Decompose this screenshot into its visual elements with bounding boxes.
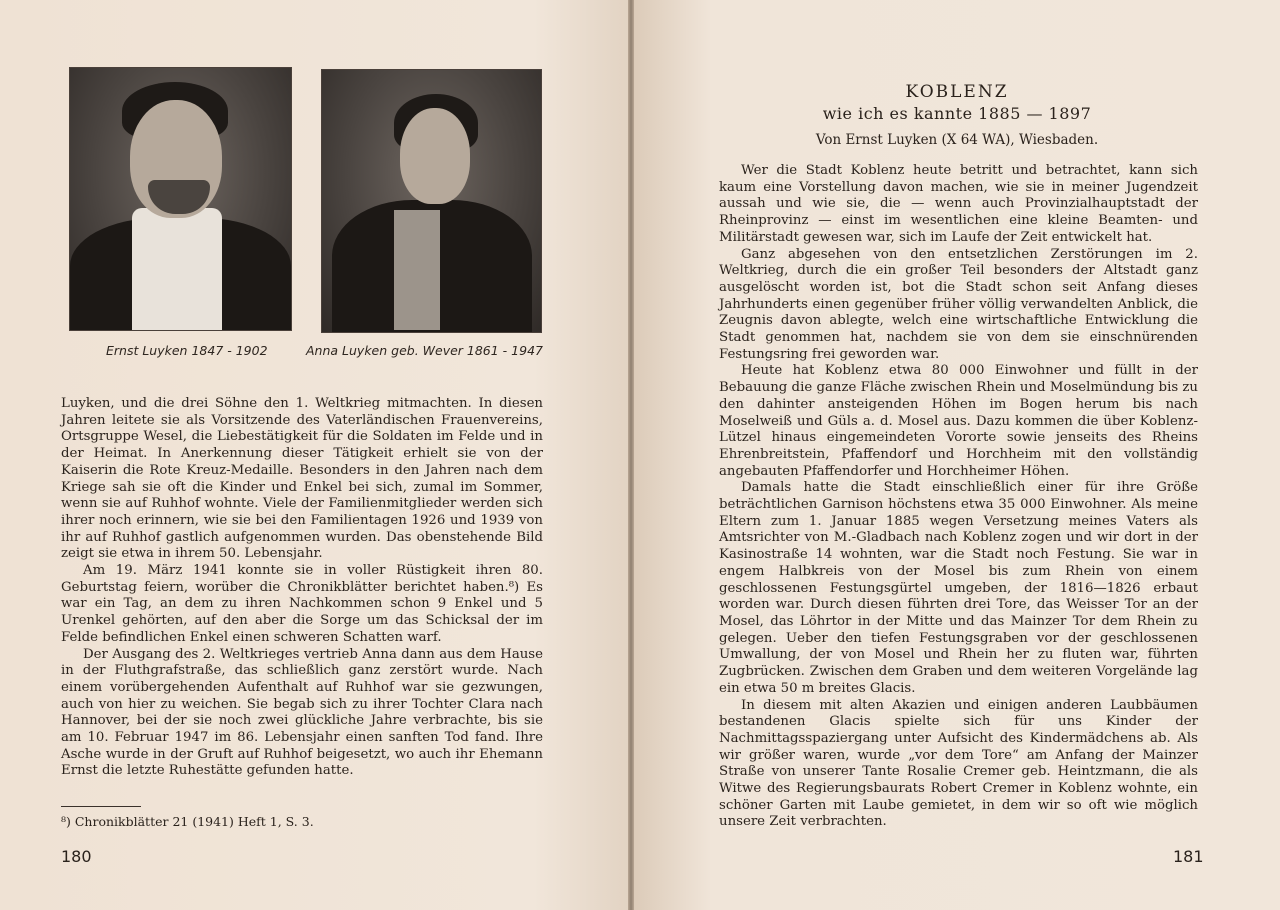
paragraph: Heute hat Koblenz etwa 80 000 Einwohner und füllt in der Bebauung die ganze Fläche zwischen Rhein und Moselmündung bis zu den dahinter ansteigenden Höhen im Bogen herum bis nach Moselweiß und Güls a. d. Mosel aus. Dazu kommen die über Koblenz-Lützel hinaus eingemeindeten Vororte sowie jenseits des Rheins Ehrenbreitstein, Pfaffendorf und Horchheim mit den vollständig angebauten Pfaffendorfer und Horchheimer Höhen. <box>719 363 1198 479</box>
paragraph: Am 19. März 1941 konnte sie in voller Rüstigkeit ihren 80. Geburtstag feiern, worüber die Chronikblätter berichtet haben.⁸) Es war ein Tag, an dem zu ihren Nachkommen schon 9 Enkel und 5 Urenkel gehörten, auf den aber die Sorge um das Schicksal der im Felde befindlichen Enkel einen schweren Schatten warf. <box>61 563 543 645</box>
right-body-text <box>719 163 1198 831</box>
paragraph: Damals hatte die Stadt einschließlich einer für ihre Größe beträchtlichen Garnison höchstens etwa 35 000 Einwohner. Als meine Eltern zum 1. Januar 1885 wegen Versetzung meines Vaters als Amtsrichter von M.-Gladbach nach Koblenz zogen und wir dort in der Kasinostraße 14 wohnten, war die Stadt noch Festung. Sie war in engem Halbkreis von der Mosel bis zum Rhein von einem geschlossenen Festungsgürtel umgeben, der 1816—1826 erbaut worden war. Durch diesen führten drei Tore, das Weisser Tor an der Mosel, das Löhrtor in der Mitte und das Mainzer Tor dem Rhein zu gelegen. Ueber den tiefen Festungsgraben vor der geschlossenen Umwallung, der von Mosel und Rhein her zu fluten war, führten Zugbrücken. Zwischen dem Graben und dem weiteren Vorgelände lag ein etwa 50 m breites Glacis. <box>719 480 1198 696</box>
paragraph: Ganz abgesehen von den entsetzlichen Zerstörungen im 2. Weltkrieg, durch die ein großer Teil besonders der Altstadt ganz ausgelöscht worden ist, bot die Stadt schon seit Anfang dieses Jahrhunderts einen gegenüber früher völlig verwandelten Anblick, die Zeugnis davon ablegte, welch eine wirtschaftliche Entwicklung die Stadt genommen hat, nachdem sie von dem sie einschnürenden Festungsring frei geworden war. <box>719 246 1198 362</box>
caption-anna: Anna Luyken geb. Wever 1861 - 1947 <box>306 343 543 358</box>
portrait-photo-anna <box>321 69 542 333</box>
paragraph: In diesem mit alten Akazien und einigen anderen Laubbäumen bestandenen Glacis spielte sich für uns Kinder der Nachmittagsspaziergang unter Aufsicht des Kindermädchens ab. Als wir größer waren, wurde „vor dem Tore“ am Anfang der Mainzer Straße von unserer Tante Rosalie Cremer geb. Heintzmann, die als Witwe des Regierungsbaurats Robert Cremer in Koblenz wohnte, ein schöner Garten mit Laube gemietet, in dem wir so oft wie möglich unsere Zeit verbrachten. <box>719 697 1198 830</box>
article-subtitle: wie ich es kannte 1885 — 1897 <box>822 104 1092 123</box>
paragraph: Luyken, und die drei Söhne den 1. Weltkrieg mitmachten. In diesen Jahren leitete sie als Vorsitzende des Vaterländischen Frauenvereins, Ortsgruppe Wesel, die Liebestätigkeit für die Soldaten im Felde und in der Heimat. In Anerkennung dieser Tätigkeit erhielt sie von der Kaiserin die Rote Kreuz-Medaille. Besonders in den Jahren nach dem Kriege sah sie oft die Kinder und Enkel bei sich, zumal im Sommer, wenn sie auf Ruhhof wohnte. Viele der Familienmitglieder werden sich ihrer noch erinnern, wie sie bei den Familientagen 1926 und 1939 von ihr auf Ruhhof gastlich aufgenommen wurden. Das obenstehende Bild zeigt sie etwa in ihrem 50. Lebensjahr. <box>61 396 543 562</box>
left-body-text <box>61 396 543 780</box>
caption-ernst: Ernst Luyken 1847 - 1902 <box>106 343 268 358</box>
paragraph: Der Ausgang des 2. Weltkrieges vertrieb Anna dann aus dem Hause in der Fluthgrafstraße, das schließlich ganz zerstört wurde. Nach einem vorübergehenden Aufenthalt auf Ruhhof war sie gezwungen, auch von hier zu weichen. Sie begab sich zu ihrer Tochter Clara nach Hannover, bei der sie noch zwei glückliche Jahre verbrachte, bis sie am 10. Februar 1947 im 86. Lebensjahr einen sanften Tod fand. Ihre Asche wurde in der Gruft auf Ruhhof beigesetzt, wo auch ihr Ehemann Ernst die letzte Ruhestätte gefunden hatte. <box>61 646 543 779</box>
paragraph: Wer die Stadt Koblenz heute betritt und betrachtet, kann sich kaum eine Vorstellung davon machen, wie sie in meiner Jugendzeit aussah und wie sie, die — wenn auch Provinzialhauptstadt der Rheinprovinz — einst im wesentlichen eine kleine Beamten- und Militärstadt gewesen war, sich im Laufe der Zeit entwickelt hat. <box>719 163 1198 245</box>
page-number: 180 <box>61 847 92 866</box>
right-page <box>634 0 1280 910</box>
footnote: ⁸) Chronikblätter 21 (1941) Heft 1, S. 3. <box>61 814 314 829</box>
article-title: KOBLENZ <box>905 82 1009 102</box>
footnote-rule <box>61 806 141 807</box>
article-byline: Von Ernst Luyken (X 64 WA), Wiesbaden. <box>815 132 1099 148</box>
portrait-photo-ernst <box>69 67 292 331</box>
page-number: 181 <box>1173 847 1204 866</box>
left-page <box>0 0 628 910</box>
